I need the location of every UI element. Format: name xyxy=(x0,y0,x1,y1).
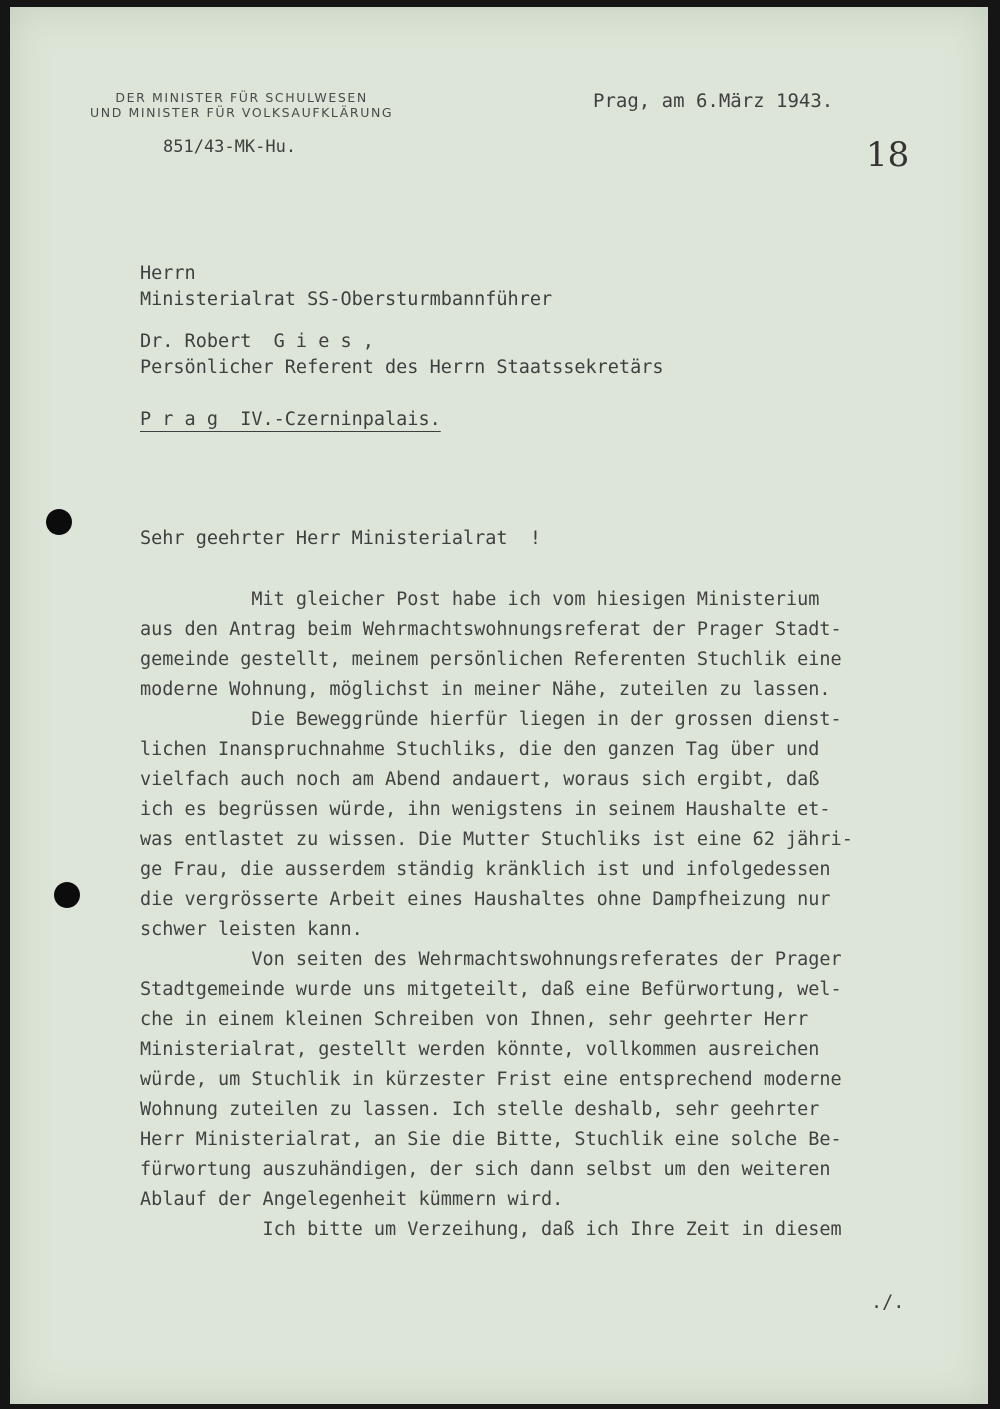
body-line: Mit gleicher Post habe ich vom hiesigen Ministerium xyxy=(140,589,820,610)
letterhead xyxy=(90,90,393,120)
body-line: Wohnung zuteilen zu lassen. Ich stelle deshalb, sehr geehrter xyxy=(140,1099,820,1120)
body-line: die vergrösserte Arbeit eines Haushaltes ohne Dampfheizung nur xyxy=(140,889,831,910)
continuation-mark: ./. xyxy=(871,1292,905,1313)
body-line: Von seiten des Wehrmachtswohnungsreferates der Prager xyxy=(140,949,842,970)
body-line: Die Beweggründe hierfür liegen in der grossen dienst- xyxy=(140,709,842,730)
body-line: ich es begrüssen würde, ihn wenigstens in seinem Haushalte et- xyxy=(140,799,831,820)
letter-body xyxy=(140,585,940,1245)
body-line: Herr Ministerialrat, an Sie die Bitte, Stuchlik eine solche Be- xyxy=(140,1129,842,1150)
body-line: che in einem kleinen Schreiben von Ihnen, sehr geehrter Herr xyxy=(140,1009,809,1030)
letter-date: Prag, am 6.März 1943. xyxy=(593,90,834,112)
body-line: was entlastet zu wissen. Die Mutter Stuchliks ist eine 62 jähri- xyxy=(140,829,853,850)
body-line: gemeinde gestellt, meinem persönlichen Referenten Stuchlik eine xyxy=(140,649,842,670)
body-line: schwer leisten kann. xyxy=(140,919,363,940)
body-line: Ministerialrat, gestellt werden könnte, vollkommen ausreichen xyxy=(140,1039,820,1060)
reference-number: 851/43-MK-Hu. xyxy=(163,137,297,157)
letterhead-line-2: UND MINISTER FÜR VOLKSAUFKLÄRUNG xyxy=(90,105,394,120)
body-line: ge Frau, die ausserdem ständig kränklich ist und infolgedessen xyxy=(140,859,831,880)
body-line: moderne Wohnung, möglichst in meiner Nähe, zuteilen zu lassen. xyxy=(140,679,831,700)
address-line-4: Persönlicher Referent des Herrn Staatssekretärs xyxy=(140,357,664,378)
address-city: P r a g IV.-Czerninpalais. xyxy=(140,409,441,430)
salutation: Sehr geehrter Herr Ministerialrat ! xyxy=(140,528,541,549)
body-line: würde, um Stuchlik in kürzester Frist eine entsprechend moderne xyxy=(140,1069,842,1090)
body-line: vielfach auch noch am Abend andauert, woraus sich ergibt, daß xyxy=(140,769,820,790)
body-line: aus den Antrag beim Wehrmachtswohnungsreferat der Prager Stadt- xyxy=(140,619,842,640)
body-line: lichen Inanspruchnahme Stuchliks, die den ganzen Tag über und xyxy=(140,739,820,760)
address-line-2: Ministerialrat SS-Obersturmbannführer xyxy=(140,289,553,310)
page-number: 18 xyxy=(866,135,910,175)
address-line-3: Dr. Robert G i e s , xyxy=(140,331,374,352)
letterhead-line-1: DER MINISTER FÜR SCHULWESEN xyxy=(115,90,368,105)
punch-hole-top xyxy=(46,509,72,535)
punch-hole-bottom xyxy=(54,882,80,908)
body-line: fürwortung auszuhändigen, der sich dann selbst um den weiteren xyxy=(140,1159,831,1180)
body-line: Ablauf der Angelegenheit kümmern wird. xyxy=(140,1189,564,1210)
address-line-1: Herrn xyxy=(140,263,196,284)
body-line: Stadtgemeinde wurde uns mitgeteilt, daß eine Befürwortung, wel- xyxy=(140,979,842,1000)
body-line: Ich bitte um Verzeihung, daß ich Ihre Zeit in diesem xyxy=(140,1219,842,1240)
